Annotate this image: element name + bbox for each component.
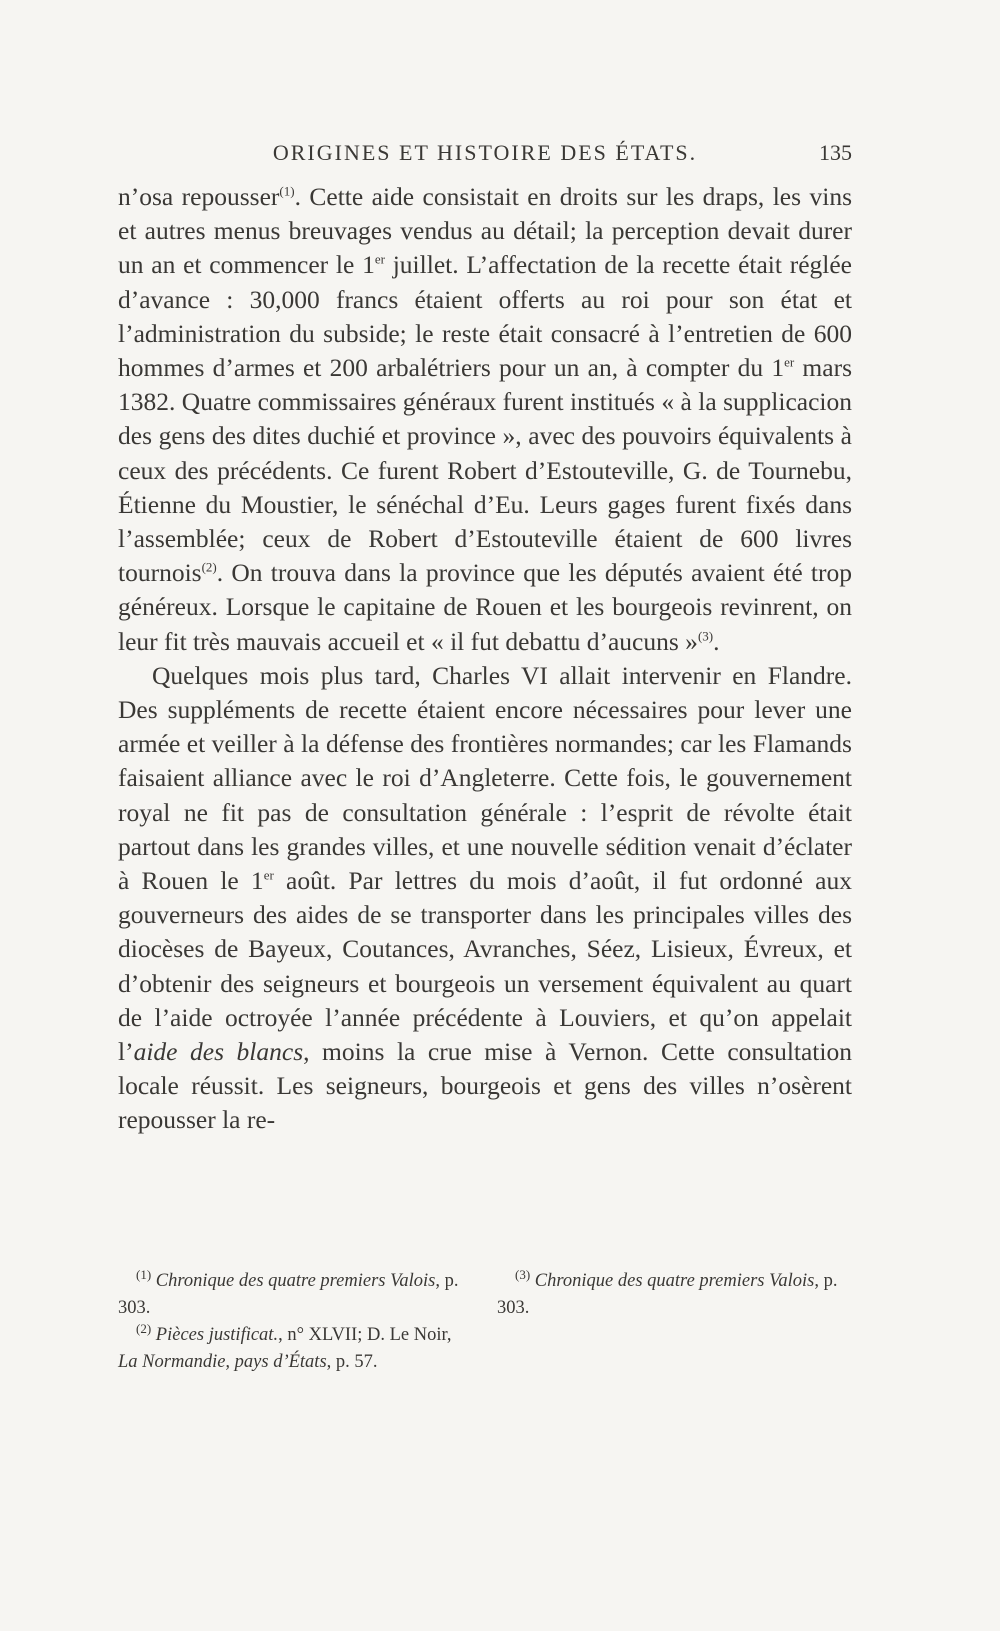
footnote-2 — [118, 1322, 473, 1376]
ordinal-superscript: er — [784, 354, 795, 370]
page-number: 135 — [819, 140, 852, 165]
text-run: , moins la crue mise à Vernon. Cette consultation locale réussit. Les seigneurs, bourgeois et gens des villes n’osèrent repousser la re- — [118, 1037, 852, 1135]
footnote-text: , p. 303. — [497, 1271, 838, 1318]
footnote-title: Pièces justificat. — [155, 1325, 279, 1345]
paragraph-2 — [118, 659, 852, 1138]
footnote-mark: (3) — [515, 1266, 531, 1282]
footnote-text: , n° XLVII; D. Le Noir, — [278, 1325, 452, 1345]
footnote-ref-3: (3) — [697, 628, 714, 644]
running-head — [118, 138, 852, 172]
italic-term: aide des blancs — [133, 1037, 304, 1067]
body-text — [118, 180, 852, 1138]
text-run: août. Par lettres du mois d’août, il fut ordonné aux gouverneurs des aides de se transporter dans les principales villes des diocèses de Bayeux, Coutances, Avranches, Séez, Lisieux, Évreux, et d’obtenir des seigneurs et bourgeois un versement équivalent au quart de l’aide octroyée l’année précédente à Louviers, et qu’on appelait l’ — [118, 866, 852, 1067]
ordinal-superscript: er — [263, 867, 274, 883]
text-run: mars 1382. Quatre commissaires généraux furent institués « à la supplicacion des gens des dites duchié et province », avec des pouvoirs équivalents à ceux des précédents. Ce furent Robert d’Estouteville, G. de Tournebu, Étienne du Moustier, le sénéchal d’Eu. Leurs gages furent fixés dans l’assemblée; ceux de Robert d’Estouteville étaient de 600 livres tournois — [118, 353, 852, 588]
footnote-1 — [118, 1268, 473, 1322]
text-run: n’osa repousser — [118, 182, 280, 211]
footnote-text: , p. 303. — [118, 1271, 459, 1318]
footnote-title: Chronique des quatre premiers Valois — [534, 1271, 815, 1291]
text-run: . On trouva dans la province que les députés avaient été trop généreux. Lorsque le capitaine de Rouen et les bourgeois revinrent, on leur fit très mauvais accueil et « il fut debattu d’aucuns » — [118, 558, 852, 656]
footnote-ref-1: (1) — [279, 183, 295, 199]
footnote-3 — [497, 1268, 852, 1322]
footnote-ref-2: (2) — [201, 559, 217, 575]
footnote-mark: (2) — [136, 1320, 152, 1336]
footnotes-right-column — [497, 1268, 852, 1376]
text-run: Quelques mois plus tard, Charles VI allait intervenir en Flandre. Des suppléments de recette étaient encore nécessaires pour lever une armée et veiller à la défense des frontières normandes; car les Flamands faisaient alliance avec le roi d’Angleterre. Cette fois, le gouvernement royal ne fit pas de consultation générale : l’esprit de révolte était partout dans les grandes villes, et une nouvelle sédition venait d’éclater à Rouen le 1 — [118, 660, 852, 896]
text-run: . Cette aide consistait en droits sur les draps, les vins et autres menus breuvages vendus au détail; la perception devait durer un an et commencer le 1 — [118, 182, 852, 280]
footnote-text: , p. 57. — [326, 1352, 378, 1372]
footnote-mark: (1) — [136, 1266, 152, 1282]
running-title: ORIGINES ET HISTOIRE DES ÉTATS. — [272, 140, 698, 165]
footnote-title: Chronique des quatre premiers Valois — [155, 1271, 436, 1291]
ordinal-superscript: er — [374, 251, 385, 267]
footnotes-left-column — [118, 1268, 473, 1376]
text-run: juillet. L’affectation de la recette était réglée d’avance : 30,000 francs étaient offerts au roi pour son état et l’administration du subside; le reste était consacré à l’entretien de 600 hommes d’armes et 200 arbalétriers pour un an, à compter du 1 — [118, 250, 852, 383]
footnote-title: La Normandie, pays d’États — [118, 1352, 327, 1372]
text-run: . — [713, 626, 720, 656]
paragraph-1 — [118, 180, 852, 659]
footnotes — [118, 1268, 852, 1376]
